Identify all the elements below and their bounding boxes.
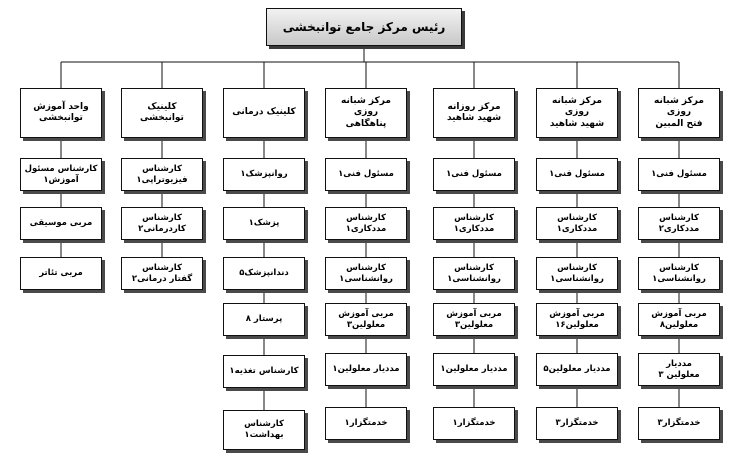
staff-position: مددیار معلولین۱ bbox=[433, 353, 515, 386]
staff-position: کارشناس مسئول آموزش۱ bbox=[20, 158, 102, 191]
staff-position: کارشناس روانشناسی۱ bbox=[536, 257, 618, 290]
staff-position: مربی آموزش معلولین۳ bbox=[325, 303, 407, 336]
staff-position: مددیار معلولین ۳ bbox=[638, 353, 720, 386]
staff-position: خدمتگزار۳ bbox=[638, 407, 720, 440]
department-head: مرکز شبانه روزی پناهگاهی bbox=[325, 88, 407, 138]
staff-position: مربی موسیقی bbox=[20, 207, 102, 240]
staff-position: مربی تئاتر bbox=[20, 257, 102, 290]
staff-position: مربی آموزش معلولین۳ bbox=[433, 303, 515, 336]
staff-position: کارشناس روانشناسی۱ bbox=[325, 257, 407, 290]
staff-position: خدمتگزار۳ bbox=[536, 407, 618, 440]
staff-position: کارشناس روانشناسی۱ bbox=[638, 257, 720, 290]
department-head: کلینیک درمانی bbox=[223, 88, 305, 138]
staff-position: مددیار معلولین۱ bbox=[325, 353, 407, 386]
staff-position: دندانپزشک۵ bbox=[223, 257, 305, 290]
staff-position: کارشناس مددکاری۲ bbox=[638, 207, 720, 240]
department-head: مرکز روزانه شهید شاهید bbox=[433, 88, 515, 138]
department-head: مرکز شبانه روزی فتح المبین bbox=[638, 88, 720, 138]
staff-position: کارشناس مددکاری۱ bbox=[433, 207, 515, 240]
staff-position: پزشک۱ bbox=[223, 207, 305, 240]
department-head: واحد آموزش توانبخشی bbox=[20, 88, 102, 138]
staff-position: کارشناس مددکاری۱ bbox=[536, 207, 618, 240]
staff-position: مسئول فنی۱ bbox=[536, 158, 618, 191]
staff-position: روانپزشک۱ bbox=[223, 158, 305, 191]
staff-position: مربی آموزش معلولین۸ bbox=[638, 303, 720, 336]
department-head: کلینیک توانبخشی bbox=[121, 88, 203, 138]
staff-position: کارشناس تغذیه۱ bbox=[223, 355, 305, 388]
staff-position: پرستار ۸ bbox=[223, 303, 305, 336]
staff-position: کارشناس کاردرمانی۲ bbox=[121, 207, 203, 240]
root-node: رئیس مرکز جامع توانبخشی bbox=[266, 8, 462, 46]
staff-position: مربی آموزش معلولین۱۶ bbox=[536, 303, 618, 336]
staff-position: مسئول فنی۱ bbox=[433, 158, 515, 191]
staff-position: مسئول فنی۱ bbox=[325, 158, 407, 191]
staff-position: مسئول فنی۱ bbox=[638, 158, 720, 191]
staff-position: کارشناس فیزیوتراپی۱ bbox=[121, 158, 203, 191]
staff-position: خدمتگزار۱ bbox=[433, 407, 515, 440]
staff-position: کارشناس مددکاری۱ bbox=[325, 207, 407, 240]
department-head: مرکز شبانه روزی شهید شاهید bbox=[536, 88, 618, 138]
staff-position: کارشناس گفتار درمانی۲ bbox=[121, 257, 203, 290]
staff-position: کارشناس روانشناسی۱ bbox=[433, 257, 515, 290]
staff-position: خدمتگزار۱ bbox=[325, 407, 407, 440]
staff-position: مددیار معلولین۵ bbox=[536, 353, 618, 386]
staff-position: کارشناس بهداشت۱ bbox=[223, 410, 305, 450]
